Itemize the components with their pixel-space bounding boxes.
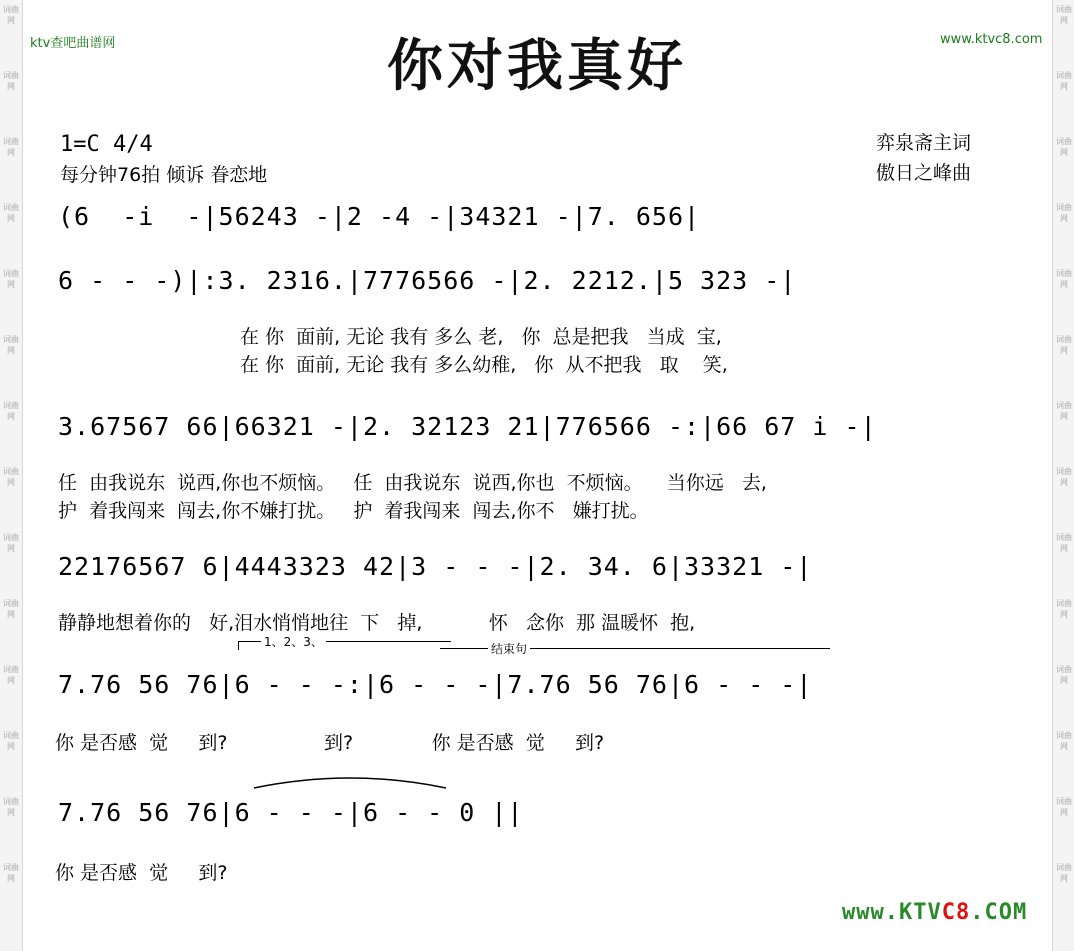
right-watermark-strip bbox=[1052, 0, 1074, 951]
watermark-text: 词曲网 bbox=[1056, 599, 1072, 619]
score-row-3: 3.67567 66|66321 -|2. 32123 21|776566 -:|66 67 i -| bbox=[58, 412, 877, 441]
brand-logo bbox=[842, 900, 1027, 925]
watermark-text: 词曲网 bbox=[1056, 335, 1072, 355]
brand-suffix: .COM bbox=[970, 900, 1028, 925]
key-signature: 1=C 4/4 bbox=[60, 132, 153, 157]
watermark-text: 词曲网 bbox=[1056, 863, 1072, 883]
lyric-row-5: 你 是否感 觉 到? 到? 你 是否感 觉 到? bbox=[55, 732, 605, 754]
brand-prefix: www.KTV bbox=[842, 900, 942, 925]
lyric-row-2-verse-2: 在 你 面前, 无论 我有 多么幼稚, 你 从不把我 取 笑, bbox=[240, 354, 728, 376]
watermark-text: 词曲网 bbox=[1056, 71, 1072, 91]
lyric-row-3-verse-1: 任 由我说东 说西,你也不烦恼。 任 由我说东 说西,你也 不烦恼。 当你远 去, bbox=[58, 472, 767, 494]
score-row-4: 22176567 6|4443323 42|3 - - -|2. 34. 6|33321 -| bbox=[58, 552, 813, 581]
composer-credit: 傲日之峰曲 bbox=[876, 162, 972, 184]
watermark-text: 词曲网 bbox=[1056, 203, 1072, 223]
watermark-text: 词曲网 bbox=[1056, 137, 1072, 157]
volta-end-label: 结束句 bbox=[488, 642, 530, 656]
tempo-marking: 每分钟76拍 倾诉 眷恋地 bbox=[60, 164, 268, 186]
watermark-text: 词曲网 bbox=[3, 269, 19, 289]
lyric-row-4: 静静地想着你的 好,泪水悄悄地往 下 掉, 怀 念你 那 温暖怀 抱, bbox=[58, 612, 696, 634]
watermark-text: 词曲网 bbox=[1056, 533, 1072, 553]
watermark-text: 词曲网 bbox=[3, 533, 19, 553]
tie-arc bbox=[250, 772, 450, 792]
watermark-text: 词曲网 bbox=[1056, 467, 1072, 487]
watermark-text: 词曲网 bbox=[1056, 665, 1072, 685]
left-watermark-strip bbox=[0, 0, 23, 951]
site-url-right: www.ktvc8.com bbox=[940, 32, 1043, 47]
score-row-1: (6 -i -|56243 -|2 -4 -|34321 -|7. 656| bbox=[58, 202, 701, 231]
watermark-text: 词曲网 bbox=[3, 203, 19, 223]
brand-c8: C8 bbox=[941, 900, 971, 925]
volta-1-label: 1、2、3、 bbox=[261, 635, 326, 649]
watermark-text: 词曲网 bbox=[1056, 5, 1072, 25]
score-row-6: 7.76 56 76|6 - - -|6 - - 0 || bbox=[58, 798, 524, 827]
lyricist-credit: 弈泉斋主词 bbox=[876, 132, 972, 154]
volta-bracket-1 bbox=[238, 635, 451, 650]
watermark-text: 词曲网 bbox=[1056, 401, 1072, 421]
song-title: 你对我真好 bbox=[387, 33, 687, 99]
site-name-left: ktv查吧曲谱网 bbox=[30, 36, 116, 51]
watermark-text: 词曲网 bbox=[3, 335, 19, 355]
watermark-text: 词曲网 bbox=[3, 599, 19, 619]
score-row-5: 7.76 56 76|6 - - -:|6 - - -|7.76 56 76|6 - - -| bbox=[58, 670, 813, 699]
lyric-row-2-verse-1: 在 你 面前, 无论 我有 多么 老, 你 总是把我 当成 宝, bbox=[240, 326, 722, 348]
volta-bracket-end bbox=[440, 642, 830, 666]
watermark-text: 词曲网 bbox=[3, 467, 19, 487]
watermark-text: 词曲网 bbox=[3, 863, 19, 883]
watermark-text: 词曲网 bbox=[3, 797, 19, 817]
watermark-text: 词曲网 bbox=[3, 137, 19, 157]
lyric-row-6: 你 是否感 觉 到? bbox=[55, 862, 228, 884]
watermark-text: 词曲网 bbox=[3, 71, 19, 91]
watermark-text: 词曲网 bbox=[1056, 797, 1072, 817]
watermark-text: 词曲网 bbox=[1056, 269, 1072, 289]
lyric-row-3-verse-2: 护 着我闯来 闯去,你不嫌打扰。 护 着我闯来 闯去,你不 嫌打扰。 bbox=[58, 500, 649, 522]
watermark-text: 词曲网 bbox=[3, 731, 19, 751]
watermark-text: 词曲网 bbox=[3, 401, 19, 421]
watermark-text: 词曲网 bbox=[3, 5, 19, 25]
score-row-2: 6 - - -)|:3. 2316.|7776566 -|2. 2212.|5 323 -| bbox=[58, 266, 797, 295]
watermark-text: 词曲网 bbox=[3, 665, 19, 685]
watermark-text: 词曲网 bbox=[1056, 731, 1072, 751]
